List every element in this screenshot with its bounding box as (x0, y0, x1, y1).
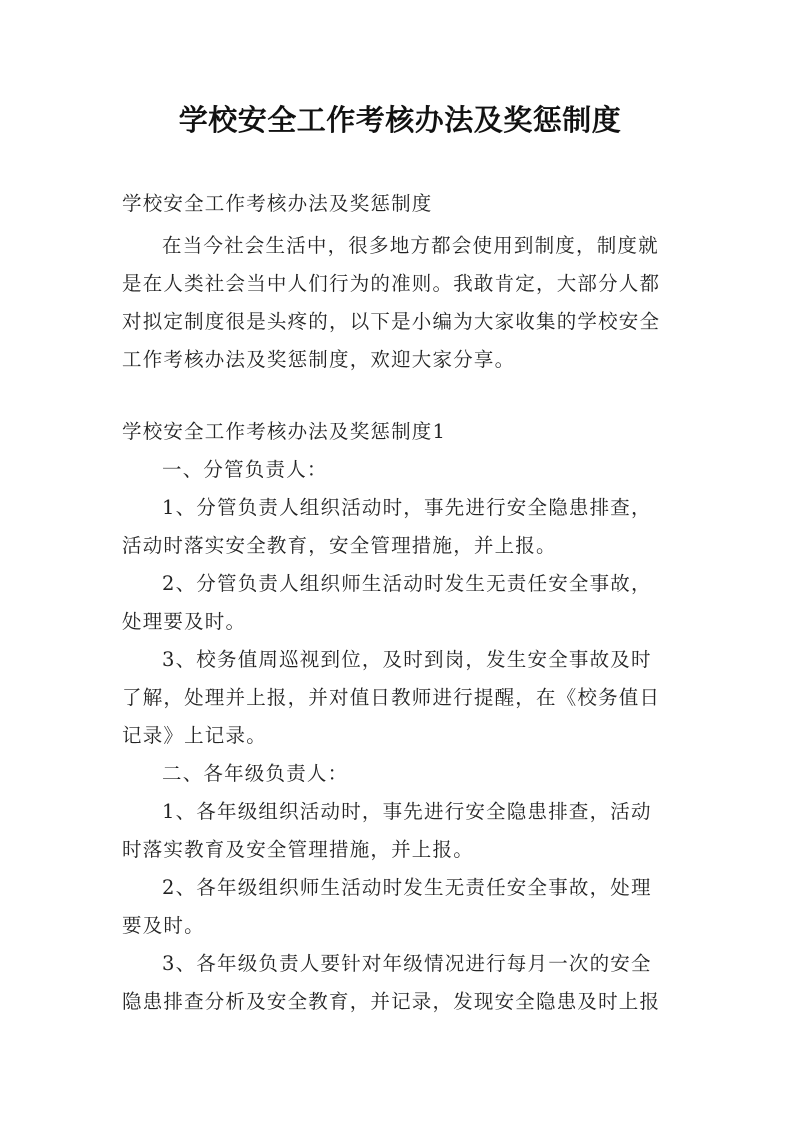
paragraph-line: 记录》上记录。 (122, 724, 267, 747)
paragraph-line: 了解，处理并上报，并对值日教师进行提醒，在《校务值日 (122, 686, 661, 709)
paragraph-line: 隐患排查分析及安全教育，并记录，发现安全隐患及时上报 (122, 990, 661, 1013)
paragraph-line: 要及时。 (122, 914, 205, 937)
section-subheading: 一、分管负责人： (162, 458, 328, 481)
paragraph-line: 处理要及时。 (122, 610, 247, 633)
paragraph-line: 活动时落实安全教育，安全管理措施，并上报。 (122, 534, 557, 557)
section-subheading: 二、各年级负责人： (162, 762, 349, 785)
paragraph-line: 是在人类社会当中人们行为的准则。我敢肯定，大部分人都 (122, 272, 661, 295)
section-heading: 学校安全工作考核办法及奖惩制度1 (122, 420, 447, 443)
paragraph-line: 3、校务值周巡视到位，及时到岗，发生安全事故及时 (162, 648, 652, 671)
paragraph-line: 2、分管负责人组织师生活动时发生无责任安全事故， (162, 572, 652, 595)
paragraph-line: 时落实教育及安全管理措施，并上报。 (122, 838, 474, 861)
paragraph-line: 工作考核办法及奖惩制度，欢迎大家分享。 (122, 348, 516, 371)
paragraph-line: 在当今社会生活中，很多地方都会使用到制度，制度就 (162, 234, 659, 257)
paragraph-line: 1、各年级组织活动时，事先进行安全隐患排查，活动 (162, 800, 652, 823)
document-title: 学校安全工作考核办法及奖惩制度 (178, 103, 622, 137)
paragraph-line: 对拟定制度很是头疼的，以下是小编为大家收集的学校安全 (122, 310, 661, 333)
paragraph-line: 2、各年级组织师生活动时发生无责任安全事故，处理 (162, 876, 652, 899)
subtitle-line: 学校安全工作考核办法及奖惩制度 (122, 192, 433, 215)
paragraph-line: 1、分管负责人组织活动时，事先进行安全隐患排查， (162, 496, 652, 519)
paragraph-line: 3、各年级负责人要针对年级情况进行每月一次的安全 (162, 952, 652, 975)
